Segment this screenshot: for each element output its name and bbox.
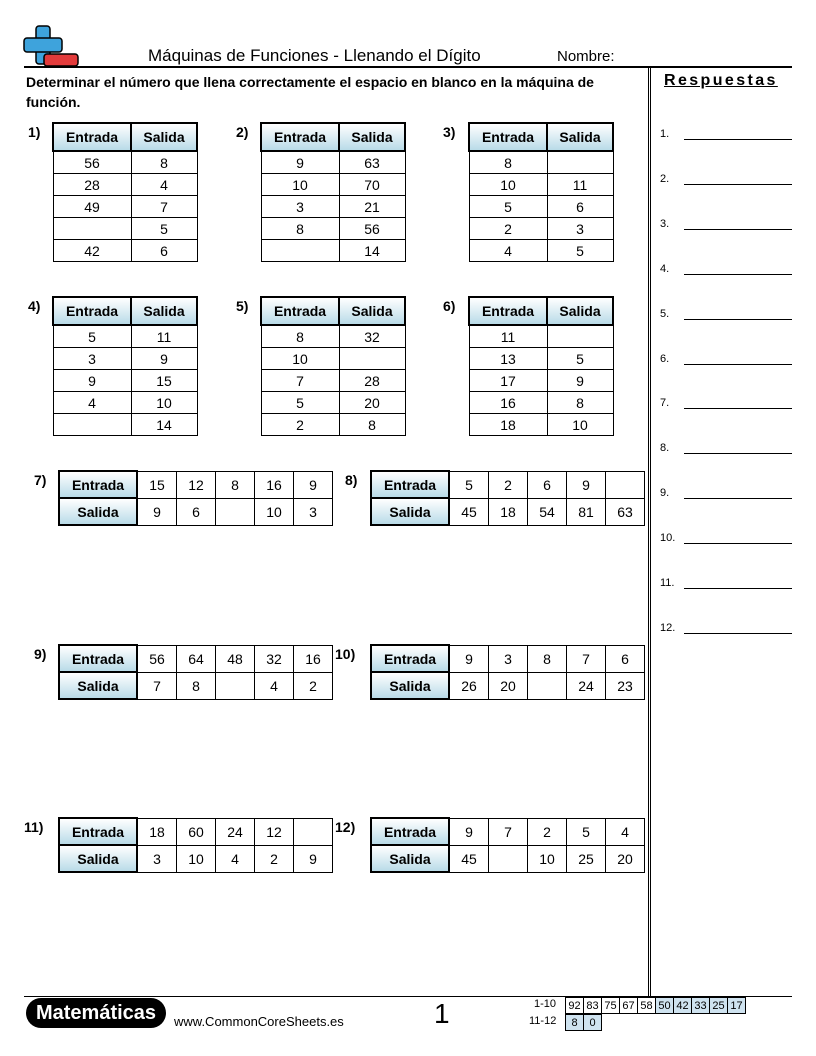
- function-table-horizontal: [370, 470, 645, 526]
- instructions: Determinar el número que llena correctamente el espacio en blanco en la máquina de función.: [26, 74, 594, 110]
- output-row: [371, 498, 645, 525]
- score-cell: 17: [728, 998, 746, 1014]
- input-cell: 16: [294, 645, 333, 672]
- output-cell: 56: [339, 218, 405, 240]
- input-header: Entrada: [371, 645, 449, 672]
- answer-number: 12.: [660, 621, 676, 634]
- input-cell: 5: [261, 392, 339, 414]
- output-cell: 28: [339, 370, 405, 392]
- output-cell: 25: [567, 845, 606, 872]
- problem-number: 9): [34, 646, 47, 662]
- output-cell: 10: [528, 845, 567, 872]
- output-cell: 6: [131, 240, 197, 262]
- table-row: [469, 325, 613, 348]
- answer-blank[interactable]: [684, 364, 792, 365]
- blank-cell[interactable]: [261, 240, 339, 262]
- function-table-vertical: [260, 122, 406, 262]
- blank-cell[interactable]: [216, 498, 255, 525]
- score-cell: 0: [584, 1015, 602, 1031]
- output-cell: 20: [489, 672, 528, 699]
- input-cell: 60: [177, 818, 216, 845]
- output-header: Salida: [59, 672, 137, 699]
- output-cell: 10: [177, 845, 216, 872]
- score-table: [565, 1014, 602, 1031]
- table-row: [469, 196, 613, 218]
- blank-cell[interactable]: [547, 325, 613, 348]
- output-header: Salida: [371, 845, 449, 872]
- input-header: Entrada: [261, 297, 339, 325]
- input-header: Entrada: [59, 471, 137, 498]
- score-cell: 50: [656, 998, 674, 1014]
- input-cell: 8: [261, 325, 339, 348]
- output-cell: 9: [547, 370, 613, 392]
- output-cell: 10: [255, 498, 294, 525]
- output-cell: 11: [547, 174, 613, 196]
- input-cell: 12: [255, 818, 294, 845]
- output-header: Salida: [547, 123, 613, 151]
- output-cell: 5: [131, 218, 197, 240]
- score-cell: 42: [674, 998, 692, 1014]
- input-header: Entrada: [469, 123, 547, 151]
- input-cell: 2: [261, 414, 339, 436]
- input-cell: 5: [567, 818, 606, 845]
- score-range-label: 1-10: [534, 998, 557, 1010]
- answer-line: [660, 304, 792, 320]
- header-rule: [24, 66, 792, 68]
- table-row: [469, 174, 613, 196]
- input-cell: 6: [606, 645, 645, 672]
- function-table-vertical: [468, 122, 614, 262]
- output-header: Salida: [371, 672, 449, 699]
- output-row: [371, 672, 645, 699]
- table-row: [53, 325, 197, 348]
- answer-blank[interactable]: [684, 139, 792, 140]
- output-header: Salida: [131, 297, 197, 325]
- table-row: [53, 414, 197, 436]
- output-header: Salida: [59, 845, 137, 872]
- input-cell: 15: [137, 471, 177, 498]
- input-cell: 3: [261, 196, 339, 218]
- table-row: [261, 240, 405, 262]
- output-cell: 63: [606, 498, 645, 525]
- output-cell: 4: [216, 845, 255, 872]
- score-range-label: 11-12: [529, 1015, 557, 1027]
- table-row: [53, 174, 197, 196]
- problem-number: 6): [443, 298, 456, 314]
- input-cell: 9: [261, 151, 339, 174]
- input-cell: 12: [177, 471, 216, 498]
- problem-number: 2): [236, 124, 249, 140]
- input-row: [371, 645, 645, 672]
- input-header: Entrada: [59, 818, 137, 845]
- output-cell: 32: [339, 325, 405, 348]
- problem-number: 11): [24, 819, 44, 835]
- input-header: Entrada: [261, 123, 339, 151]
- input-header: Entrada: [53, 297, 131, 325]
- table-row: [53, 196, 197, 218]
- score-cell: 67: [620, 998, 638, 1014]
- answer-number: 11.: [660, 577, 675, 589]
- table-row: [53, 370, 197, 392]
- output-row: [371, 845, 645, 872]
- input-row: [59, 471, 333, 498]
- answer-number: 2.: [660, 172, 670, 185]
- output-header: Salida: [547, 297, 613, 325]
- input-cell: 24: [216, 818, 255, 845]
- output-cell: 11: [131, 325, 197, 348]
- table-row: [261, 196, 405, 218]
- score-table: [565, 997, 746, 1014]
- function-table-horizontal: [370, 817, 645, 873]
- input-cell: 9: [449, 818, 489, 845]
- problem-number: 1): [28, 124, 41, 140]
- answer-blank[interactable]: [684, 588, 792, 589]
- function-table-vertical: [468, 296, 614, 436]
- score-cell: 8: [566, 1015, 584, 1031]
- table-row: [261, 370, 405, 392]
- table-row: [469, 218, 613, 240]
- input-row: [371, 818, 645, 845]
- blank-cell[interactable]: [547, 151, 613, 174]
- output-cell: 18: [489, 498, 528, 525]
- input-cell: 2: [528, 818, 567, 845]
- input-cell: 10: [261, 174, 339, 196]
- output-cell: 3: [294, 498, 333, 525]
- input-header: Entrada: [53, 123, 131, 151]
- output-cell: 7: [137, 672, 177, 699]
- score-cell: 33: [692, 998, 710, 1014]
- answer-number: 10.: [660, 532, 676, 545]
- output-cell: 10: [131, 392, 197, 414]
- input-header: Entrada: [59, 645, 137, 672]
- function-table-horizontal: [58, 644, 333, 700]
- input-cell: 8: [469, 151, 547, 174]
- table-row: [469, 370, 613, 392]
- answer-number: 8.: [660, 442, 670, 455]
- function-table-horizontal: [58, 470, 333, 526]
- table-row: [261, 348, 405, 370]
- input-cell: 9: [294, 471, 333, 498]
- function-table-vertical: [52, 122, 198, 262]
- input-cell: 9: [567, 471, 606, 498]
- output-cell: 81: [567, 498, 606, 525]
- name-label: Nombre:: [557, 48, 615, 65]
- output-cell: 15: [131, 370, 197, 392]
- score-cell: 75: [602, 998, 620, 1014]
- answer-line: [660, 214, 792, 230]
- problem-number: 10): [335, 646, 356, 662]
- input-cell: 11: [469, 325, 547, 348]
- input-header: Entrada: [371, 471, 449, 498]
- problem-number: 12): [335, 819, 356, 835]
- output-cell: 63: [339, 151, 405, 174]
- output-cell: 24: [567, 672, 606, 699]
- table-row: [261, 414, 405, 436]
- input-cell: 3: [489, 645, 528, 672]
- footer-brand: Matemáticas: [26, 998, 166, 1028]
- input-cell: 64: [177, 645, 216, 672]
- input-cell: 4: [53, 392, 131, 414]
- answer-blank[interactable]: [684, 319, 792, 320]
- input-cell: 3: [53, 348, 131, 370]
- output-header: Salida: [59, 498, 137, 525]
- input-cell: 9: [53, 370, 131, 392]
- blank-cell[interactable]: [489, 845, 528, 872]
- table-row: [261, 218, 405, 240]
- output-cell: 45: [449, 845, 489, 872]
- output-cell: 8: [177, 672, 216, 699]
- input-cell: 18: [137, 818, 177, 845]
- answer-number: 5.: [660, 307, 670, 320]
- table-row: [261, 174, 405, 196]
- answers-title: Respuestas: [664, 72, 778, 89]
- input-cell: 17: [469, 370, 547, 392]
- output-header: Salida: [371, 498, 449, 525]
- input-cell: 42: [53, 240, 131, 262]
- page-number: 1: [434, 998, 450, 1029]
- output-cell: 8: [547, 392, 613, 414]
- answer-blank[interactable]: [684, 498, 792, 499]
- input-cell: 13: [469, 348, 547, 370]
- answer-line: [660, 618, 792, 634]
- problem-number: 5): [236, 298, 249, 314]
- answer-line: [660, 169, 792, 185]
- footer-site: www.CommonCoreSheets.es: [174, 1014, 344, 1029]
- output-cell: 70: [339, 174, 405, 196]
- answer-line: [660, 438, 792, 454]
- output-cell: 23: [606, 672, 645, 699]
- input-cell: 8: [216, 471, 255, 498]
- input-header: Entrada: [469, 297, 547, 325]
- output-cell: 5: [547, 348, 613, 370]
- answer-number: 7.: [660, 397, 670, 410]
- table-row: [469, 151, 613, 174]
- output-cell: 7: [131, 196, 197, 218]
- function-table-vertical: [52, 296, 198, 436]
- output-cell: 3: [137, 845, 177, 872]
- input-cell: 18: [469, 414, 547, 436]
- input-cell: 5: [469, 196, 547, 218]
- table-row: [53, 218, 197, 240]
- output-cell: 54: [528, 498, 567, 525]
- answer-line: [660, 349, 792, 365]
- score-cell: 58: [638, 998, 656, 1014]
- input-cell: 7: [261, 370, 339, 392]
- input-cell: 6: [528, 471, 567, 498]
- function-table-vertical: [260, 296, 406, 436]
- blank-cell[interactable]: [294, 818, 333, 845]
- output-cell: 14: [131, 414, 197, 436]
- input-row: [59, 818, 333, 845]
- answer-number: 3.: [660, 217, 670, 230]
- output-cell: 45: [449, 498, 489, 525]
- output-cell: 26: [449, 672, 489, 699]
- input-cell: 8: [261, 218, 339, 240]
- output-cell: 9: [137, 498, 177, 525]
- score-cell: 92: [566, 998, 584, 1014]
- table-row: [53, 151, 197, 174]
- problem-number: 7): [34, 472, 47, 488]
- output-cell: 20: [339, 392, 405, 414]
- answer-blank[interactable]: [684, 633, 792, 634]
- input-row: [59, 645, 333, 672]
- table-row: [261, 325, 405, 348]
- output-cell: 9: [294, 845, 333, 872]
- answer-blank[interactable]: [684, 543, 792, 544]
- blank-cell[interactable]: [53, 218, 131, 240]
- answer-blank[interactable]: [684, 274, 792, 275]
- table-row: [261, 392, 405, 414]
- score-cell: 25: [710, 998, 728, 1014]
- output-cell: 2: [294, 672, 333, 699]
- table-row: [469, 414, 613, 436]
- page-title: Máquinas de Funciones - Llenando el Dígito: [148, 46, 481, 65]
- answer-column-divider: [648, 68, 651, 996]
- problem-number: 3): [443, 124, 456, 140]
- logo-plus-minus-icon: [22, 24, 80, 68]
- input-cell: 16: [469, 392, 547, 414]
- output-cell: 20: [606, 845, 645, 872]
- blank-cell[interactable]: [606, 471, 645, 498]
- table-row: [53, 348, 197, 370]
- table-row: [469, 392, 613, 414]
- problem-number: 8): [345, 472, 358, 488]
- output-cell: 4: [131, 174, 197, 196]
- answer-number: 9.: [660, 487, 670, 500]
- input-cell: 10: [469, 174, 547, 196]
- table-row: [469, 348, 613, 370]
- function-table-horizontal: [370, 644, 645, 700]
- input-cell: 28: [53, 174, 131, 196]
- input-cell: 7: [489, 818, 528, 845]
- input-cell: 10: [261, 348, 339, 370]
- answer-number: 1.: [660, 128, 670, 140]
- input-cell: 2: [489, 471, 528, 498]
- output-header: Salida: [339, 123, 405, 151]
- answer-blank[interactable]: [684, 453, 792, 454]
- answer-number: 4.: [660, 262, 670, 275]
- output-row: [59, 498, 333, 525]
- input-header: Entrada: [371, 818, 449, 845]
- output-cell: 3: [547, 218, 613, 240]
- output-cell: 6: [177, 498, 216, 525]
- output-cell: 21: [339, 196, 405, 218]
- answer-blank[interactable]: [684, 184, 792, 185]
- output-row: [59, 672, 333, 699]
- table-row: [469, 240, 613, 262]
- blank-cell[interactable]: [339, 348, 405, 370]
- input-cell: 8: [528, 645, 567, 672]
- input-cell: 5: [53, 325, 131, 348]
- output-cell: 4: [255, 672, 294, 699]
- output-cell: 10: [547, 414, 613, 436]
- input-cell: 32: [255, 645, 294, 672]
- answer-line: [660, 393, 792, 409]
- answer-number: 6.: [660, 352, 670, 365]
- function-table-horizontal: [58, 817, 333, 873]
- output-row: [59, 845, 333, 872]
- output-cell: 14: [339, 240, 405, 262]
- answer-blank[interactable]: [684, 229, 792, 230]
- output-cell: 6: [547, 196, 613, 218]
- output-cell: 9: [131, 348, 197, 370]
- output-header: Salida: [339, 297, 405, 325]
- output-header: Salida: [131, 123, 197, 151]
- table-row: [53, 240, 197, 262]
- table-row: [261, 151, 405, 174]
- answer-line: [660, 528, 792, 544]
- blank-cell[interactable]: [528, 672, 567, 699]
- answer-line: [660, 259, 792, 275]
- blank-cell[interactable]: [53, 414, 131, 436]
- input-cell: 4: [606, 818, 645, 845]
- input-cell: 4: [469, 240, 547, 262]
- input-cell: 56: [137, 645, 177, 672]
- input-cell: 9: [449, 645, 489, 672]
- input-row: [371, 471, 645, 498]
- input-cell: 5: [449, 471, 489, 498]
- output-cell: 2: [255, 845, 294, 872]
- answer-line: [660, 573, 792, 589]
- input-cell: 49: [53, 196, 131, 218]
- answer-blank[interactable]: [684, 408, 792, 409]
- score-cell: 83: [584, 998, 602, 1014]
- table-row: [53, 392, 197, 414]
- output-cell: 8: [131, 151, 197, 174]
- answer-line: [660, 124, 792, 140]
- input-cell: 16: [255, 471, 294, 498]
- output-cell: 5: [547, 240, 613, 262]
- input-cell: 2: [469, 218, 547, 240]
- blank-cell[interactable]: [216, 672, 255, 699]
- output-cell: 8: [339, 414, 405, 436]
- input-cell: 48: [216, 645, 255, 672]
- input-cell: 7: [567, 645, 606, 672]
- problem-number: 4): [28, 298, 41, 314]
- input-cell: 56: [53, 151, 131, 174]
- answer-line: [660, 483, 792, 499]
